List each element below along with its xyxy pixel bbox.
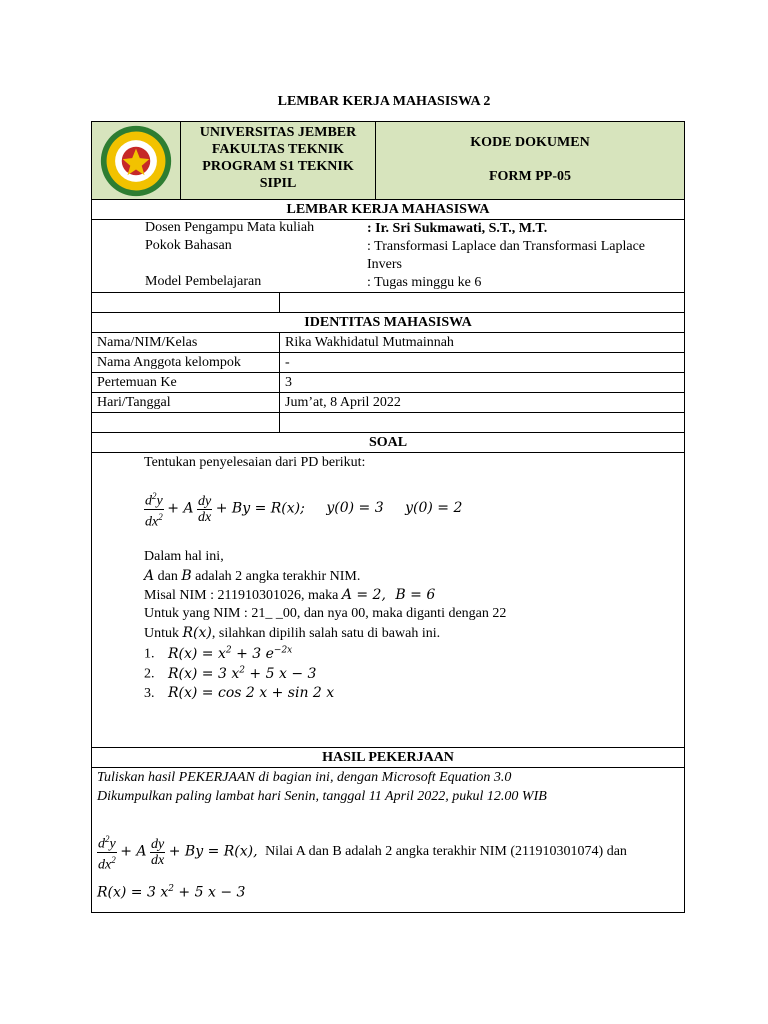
soal-equation: $\frac{d^2y}{dx^2}$ + A $\frac{dy}{dx}$ + By = R(x); y(0) = 3 y(0) = 2 <box>145 491 463 530</box>
option-1: 1. $R(x) = x^2 + 3$ $e^{-2x}$ <box>144 645 293 662</box>
model-label: Model Pembelajaran <box>145 274 262 289</box>
identitas-label: Pertemuan Ke <box>92 373 280 392</box>
model-value: : Tugas minggu ke 6 <box>367 275 482 290</box>
dosen-label: Dosen Pengampu Mata kuliah <box>145 220 315 235</box>
hasil-nilai-text: Nilai A dan B adalah 2 angka terakhir NIM (211910301074) dan <box>265 844 627 860</box>
section-soal-title: SOAL <box>92 433 684 453</box>
identitas-value: - <box>285 355 290 370</box>
university-logo-icon <box>98 123 174 199</box>
hasil-body <box>92 768 684 912</box>
misal-a: A = 2, <box>341 587 386 603</box>
soal-body <box>92 453 684 748</box>
identitas-value: Rika Wakhidatul Mutmainnah <box>285 335 454 350</box>
hasil-r-equation: R(x) = 3 $x^2 + 5$ x − 3 <box>97 884 246 901</box>
university-line: UNIVERSITAS JEMBER <box>199 125 357 140</box>
soal-ab: A dan B adalah 2 angka terakhir NIM. <box>144 568 361 584</box>
logo-cell <box>92 122 181 199</box>
soal-dalam: Dalam hal ini, <box>144 549 224 564</box>
empty-row <box>92 293 684 313</box>
dosen-value: : Ir. Sri Sukmawati, S.T., M.T. <box>367 221 548 236</box>
section-identitas-title: IDENTITAS MAHASISWA <box>92 313 684 333</box>
hasil-note-2: Dikumpulkan paling lambat hari Senin, tanggal 11 April 2022, pukul 12.00 WIB <box>97 789 547 804</box>
identitas-value: 3 <box>285 375 292 390</box>
identitas-row <box>92 393 684 413</box>
header-row <box>92 122 684 200</box>
misal-b: B = 6 <box>395 587 436 603</box>
soal-misal <box>144 587 435 604</box>
option-2: 2. R(x) = 3 $x^2 + 5$ x − 3 <box>144 665 317 682</box>
code-label: KODE DOKUMEN <box>470 135 590 150</box>
pokok-label: Pokok Bahasan <box>145 238 232 253</box>
course-info <box>92 220 684 293</box>
pokok-value-cont: Invers <box>367 257 402 272</box>
misal-text: Misal NIM : 211910301026, maka <box>144 588 339 603</box>
worksheet-table <box>91 121 685 913</box>
soal-untuk-r: Untuk R(x), silahkan dipilih salah satu di bawah ini. <box>144 625 441 641</box>
untuk-r-text: , silahkan dipilih salah satu di bawah ini. <box>211 626 441 641</box>
university-line: SIPIL <box>259 176 297 191</box>
option-3: 3. R(x) = cos 2 x + sin 2 x <box>144 685 335 701</box>
document-title: LEMBAR KERJA MAHASISWA 2 <box>277 94 491 109</box>
initial-condition-2: y(0) = 2 <box>405 500 463 517</box>
identitas-value: Jum’at, 8 April 2022 <box>285 395 401 410</box>
pokok-value: : Transformasi Laplace dan Transformasi Laplace <box>367 239 645 254</box>
identitas-label: Nama/NIM/Kelas <box>92 333 280 352</box>
identitas-label: Hari/Tanggal <box>92 393 280 412</box>
soal-untuk-nim: Untuk yang NIM : 21_ _00, dan nya 00, maka diganti dengan 22 <box>144 606 507 621</box>
university-name <box>181 122 376 199</box>
empty-row <box>92 413 684 433</box>
university-line: PROGRAM S1 TEKNIK <box>202 159 354 174</box>
identitas-row <box>92 373 684 393</box>
hasil-equation: $\frac{d^2y}{dx^2}$ + A $\frac{dy}{dx}$ + By = R(x), Nilai A dan B adalah 2 angka terakhir NIM (211910301074) dan <box>98 834 627 873</box>
identitas-row <box>92 353 684 373</box>
document-code-cell <box>376 122 684 199</box>
identitas-row <box>92 333 684 353</box>
initial-condition-1: y(0) = 3 <box>326 500 384 517</box>
soal-intro: Tentukan penyelesaian dari PD berikut: <box>144 455 366 470</box>
section-lkm-title: LEMBAR KERJA MAHASISWA <box>92 200 684 220</box>
hasil-note-1: Tuliskan hasil PEKERJAAN di bagian ini, dengan Microsoft Equation 3.0 <box>97 770 512 785</box>
code-value: FORM PP-05 <box>488 169 572 184</box>
section-hasil-title: HASIL PEKERJAAN <box>92 748 684 768</box>
university-line: FAKULTAS TEKNIK <box>211 142 345 157</box>
soal-ab-text: adalah 2 angka terakhir NIM. <box>195 569 361 584</box>
identitas-label: Nama Anggota kelompok <box>92 353 280 372</box>
